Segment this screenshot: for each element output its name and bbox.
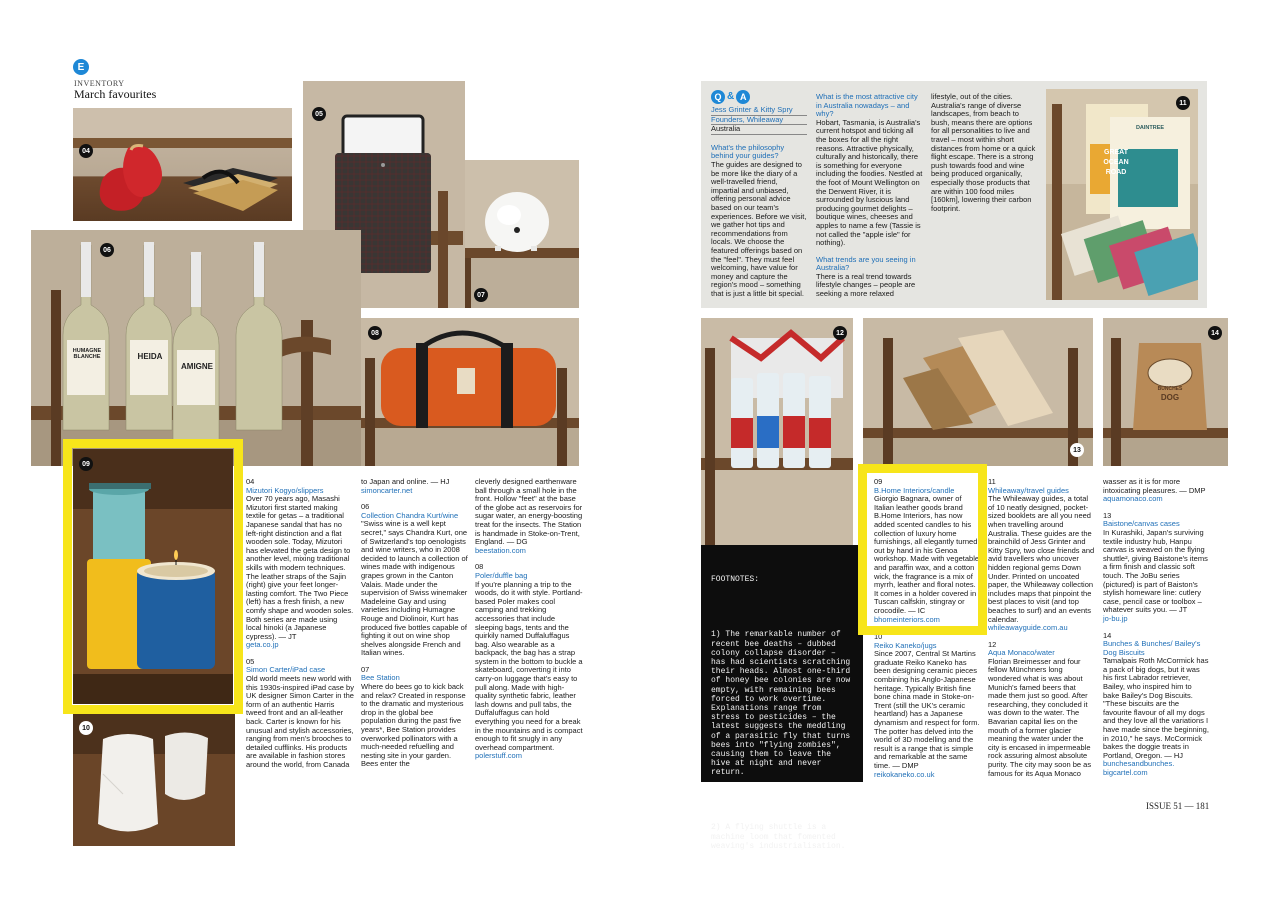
photo-number-06: 06 <box>100 243 114 257</box>
photo-canvas-cases <box>863 318 1093 466</box>
qa-badge-a: A <box>736 90 750 104</box>
item-body-05: Old world meets new world with this 1930s-inspired iPad case by UK designer Simon Carter in the form of an authentic Harris tweed front and an all-leather back. Carter is known for his unusual and stylish accessories, ranging from men's brooches to detailed cufflinks. His products are available in fashion stores around the world, from Canada <box>246 674 354 769</box>
item-number-08: 08 <box>475 562 484 572</box>
item-link-08[interactable]: polerstuff.com <box>475 751 522 761</box>
item-link-05[interactable]: simoncarter.net <box>361 485 413 495</box>
footnote-1: 1) The remarkable number of recent bee deaths – dubbed colony collapse disorder – has had scientists scratching their heads. Almost one-third of honey bee colonies are now empty, with remaining bees forced to work overtime. Explanations range from stress to pesticides – the latest suggests the meddling of a parasitic fly that turns bees into "flying zombies", causing them to leave the hive at night and never return. <box>711 630 856 778</box>
item-body-06: "Swiss wine is a well kept secret," says Chandra Kurt, one of Switzerland's top oenologists and wine writers, who in 2008 decided to launch a collection of wines made with indigenous grapes grown in the Canton Valais. Made under the supervision of Swiss winemaker Madeleine Gay and using varieties including Humagne Rouge and Diolinoir, Kurt has produced five bottles capable of fighting it out on wine shop shelves alongside French and Italian wines. <box>361 519 468 658</box>
qa-column-2 <box>816 93 924 299</box>
item-title-13: Baistone/canvas cases <box>1103 519 1180 529</box>
qa-column-1 <box>711 90 807 298</box>
item-link-13[interactable]: jo-bu.jp <box>1103 613 1128 623</box>
item-number-06: 06 <box>361 502 370 512</box>
bag-label-2: DOG <box>1160 393 1180 402</box>
photo-dog-biscuits <box>1103 318 1228 466</box>
photo-number-13: 13 <box>1070 443 1084 457</box>
item-body-10: Since 2007, Central St Martins graduate Reiko Kaneko has been designing ceramic pieces combining his Anglo-Japanese heritage. Typically British fine bone china made in Stoke-on-Trent (still the UK's ceramic heartland) has a Japanese dynamism and respect for form. The potter has delved into the world of 3D modelling and the result is a range that is simple and remarkable at the same time. — DMP <box>874 649 980 770</box>
section-badge: E <box>73 59 89 75</box>
photo-slippers <box>73 108 292 221</box>
item-body-14: Tamalpais Roth McCormick has a pack of big dogs, but it was his first Labrador retriever, Bailey, who inspired him to bake Bailey's Dog Biscuits. "These biscuits are the favourite flavour of all my dogs and they love all the variations I have made since the beginning, in 2010," he says. McCormick bakes the doggie treats in Portland, Oregon. — HJ <box>1103 656 1209 760</box>
qa-question-2: What is the most attractive city in Australia nowadays – and why? <box>816 92 918 119</box>
text-column-6 <box>1103 478 1209 778</box>
page-footer: ISSUE 51 — 181 <box>1146 801 1210 811</box>
item-body-13: In Kurashiki, Japan's surviving textile industry hub, Hanpu canvas is weaved on the flying shuttle², giving Baistone's items a firm finish and classic soft touch. The JoBu series (pictured) is part of Baiston's stylish homeware line: cutlery case, pencil case or toolbox – whatever suits you. — JT <box>1103 527 1208 615</box>
photo-duffle-bag <box>361 318 579 466</box>
photo-wine-bottles <box>31 230 361 466</box>
guide-cover-text-4: ROAD <box>1105 169 1127 176</box>
item-body-12: Florian Breimesser and four fellow Münchners long wondered what is was about Munich's famed beers that made them just so good. After researching, they concluded it was down to the water. The Bavarian capital lies on the mouth of a former glacier meaning the water under the city is encased in impermeable rock assuring almost absolute purity. The city may soon be as famous for its Aqua Monaco <box>988 656 1092 778</box>
item-body-04: Over 70 years ago, Masashi Mizutori first started making textile for getas – a traditional Japanese sandal that has no left-right distinction and a flat wooden sole. Today, Mizutori has elevated the geta design to another level, mixing traditional skills with modern techniques. The leather straps of the Sajin (right) give your feet longer-lasting comfort. The Two Piece (left) has a fresh finish, a new comfy shape and wooden soles. Both series are made using local hinoki (a Japanese cypress). — JT <box>246 494 354 641</box>
photo-jugs <box>73 714 235 846</box>
guide-cover-text-3: OCEAN <box>1103 159 1129 166</box>
item-link-14[interactable]: bunchesandbunches. bigcartel.com <box>1103 759 1175 777</box>
photo-number-11: 11 <box>1176 96 1190 110</box>
photo-number-08: 08 <box>368 326 382 340</box>
qa-country: Australia <box>711 124 807 135</box>
text-column-3 <box>475 478 583 761</box>
photo-travel-guides <box>1046 89 1198 300</box>
bottle-label-3: AMIGNE <box>181 362 213 371</box>
item-number-14: 14 <box>1103 630 1112 640</box>
photo-number-07: 07 <box>474 288 488 302</box>
qa-column-3 <box>931 93 1037 213</box>
item-body-08: If you're planning a trip to the woods, do it with style. Portland-based Poler makes cool camping and trekking accessories that include sleeping bags, tents and the quirkily named Duffaluffagus bag. Also wearable as a backpack, the bag has a strap system in the bottom to buckle a skateboard, converting it into carry-on luggage that's easy to pull along. Made with high-quality synthetic fabric, leather lash downs and pull tabs, the Duffaluffagus can hold everything you need for a break in the mountains and is compact enough to fit snugly in any overhead compartment. <box>475 579 583 752</box>
item-continuation-07: cleverly designed earthenware ball through a small hole in the front. Hollow "feet" at the base of the globe act as reservoirs for sugar water, an energy-boosting treat for the insects. The Station is handmade in Stoke-on-Trent, England. — DG <box>475 477 583 547</box>
qa-answer-3-continued: lifestyle, out of the cities. Australia's range of diverse landscapes, from beach to bush, means there are options for all personalities to live and travel – most within short distances from home or a quick flight escape. There is a strong push towards food and wine being produced organically, especially those products that are within 100 food miles [160km], lowering their carbon footprint. <box>931 92 1036 213</box>
bag-label-1: BUNCHES <box>1157 386 1183 392</box>
qa-names: Jess Grinter & Kitty Spry <box>711 105 793 114</box>
guide-cover-text-1: DAINTREE <box>1135 125 1165 131</box>
photo-number-10: 10 <box>79 721 93 735</box>
section-label: INVENTORY <box>74 79 125 88</box>
item-number-05: 05 <box>246 656 255 666</box>
footnote-2: 2) A flying shuttle is a machine loom that fomented weaving's industrialisation. <box>711 823 846 851</box>
item-title-05: Simon Carter/iPad case <box>246 665 326 675</box>
photo-number-05: 05 <box>312 107 326 121</box>
item-title-07: Bee Station <box>361 673 400 683</box>
qa-badge-q: Q <box>711 90 725 104</box>
item-link-11[interactable]: whileawayguide.com.au <box>988 623 1068 633</box>
bottle-label-2: HEIDA <box>137 352 163 361</box>
photo-number-09-left: 09 <box>79 457 93 471</box>
text-column-5 <box>988 478 1096 778</box>
item-continuation-05: to Japan and online. — HJ <box>361 477 450 486</box>
photo-bee-station <box>465 160 579 308</box>
item-title-12: Aqua Monaco/water <box>988 648 1055 658</box>
section-title: March favourites <box>74 87 157 101</box>
bottle-label-1: HUMAGNE BLANCHE <box>72 348 102 360</box>
text-column-1 <box>246 478 354 770</box>
photo-water-bottles <box>701 318 853 548</box>
item-number-11: 11 <box>988 477 996 486</box>
qa-answer-3: There is a real trend towards lifestyle changes – people are seeking a more relaxed <box>816 271 916 299</box>
item-link-04[interactable]: geta.co.jp <box>246 640 279 650</box>
item-body-07: Where do bees go to kick back and relax? Created in response to the dramatic and mysterious drop in the global bee population during the past five years*, Bee Station provides overworked pollinators with a much-needed refuelling and nesting site in your garden. Bees enter the <box>361 682 466 769</box>
qa-question-1: What's the philosophy behind your guides? <box>711 142 785 161</box>
highlight-box-candle-text <box>858 464 987 635</box>
item-number-13: 13 <box>1103 510 1112 520</box>
footnotes-title: FOOTNOTES: <box>711 575 760 585</box>
highlight-box-candle-photo <box>63 439 243 714</box>
guide-cover-text-2: GREAT <box>1104 149 1128 156</box>
item-number-04: 04 <box>246 477 255 486</box>
qa-badge-amp: & <box>727 90 735 102</box>
qa-badge <box>711 90 750 104</box>
item-title-06: Collection Chandra Kurt/wine <box>361 510 459 520</box>
text-column-2 <box>361 478 469 769</box>
item-title-10: Reiko Kaneko/jugs <box>874 640 937 650</box>
item-number-09: 09 <box>874 477 883 486</box>
item-number-12: 12 <box>988 639 997 649</box>
item-link-07[interactable]: beestation.com <box>475 545 526 555</box>
item-number-07: 07 <box>361 664 370 674</box>
item-number-10: 10 <box>874 632 883 642</box>
footnotes-box <box>701 545 863 851</box>
item-title-08: Poler/duffle bag <box>475 570 528 580</box>
item-body-11: The Whileaway guides, a total of 10 neatly designed, pocket-sized booklets are all you need when travelling around Australia. These guides are the brainchild of Jess Grinter and Kitty Spry, two close friends and avid travellers who uncover hidden regional gems Down Under. Printed on uncoated paper, the Whileaway collection includes maps that pinpoint the best places to visit (and top beaches to surf) and an events calendar. <box>988 494 1095 624</box>
item-title-09: B.Home Interiors/candle <box>874 485 955 495</box>
item-link-09[interactable]: bhomeinteriors.com <box>874 614 940 624</box>
item-continuation-12: wasser as it is for more intoxicating pleasures. — DMP <box>1103 477 1206 495</box>
qa-question-3: What trends are you seeing in Australia? <box>816 254 916 273</box>
photo-number-14: 14 <box>1208 326 1222 340</box>
item-link-10[interactable]: reikokaneko.co.uk <box>874 769 935 779</box>
item-link-12[interactable]: aquamonaco.com <box>1103 494 1163 504</box>
qa-role: Founders, Whileaway <box>711 115 807 125</box>
item-title-04: Mizutori Kogyo/slippers <box>246 485 324 495</box>
photo-number-12: 12 <box>833 326 847 340</box>
item-title-11: Whileaway/travel guides <box>988 485 1069 495</box>
item-title-14: Bunches & Bunches/ Bailey's Dog Biscuits <box>1103 639 1201 657</box>
photo-number-04: 04 <box>79 144 93 158</box>
qa-answer-1: The guides are designed to be more like the diary of a well-travelled friend, impartial and unbiased, offering personal advice based on our team's experiences. Before we visit, we gather hot tips and recommendations from locals. We choose the featured offerings based on the "feel". They must feel welcoming, have value for money and capture the region's mood – something that is just a little bit special. <box>711 159 807 298</box>
qa-answer-2: Hobart, Tasmania, is Australia's current hotspot and ticking all the boxes for all the right reasons. Attractive physically, culturally and historically, there is something for everyone including the foodies. Nestled at the foot of Mount Wellington on the Derwent River, it is surrounded by luscious land producing gourmet delights – boutique wines, cheeses and apples to name a few (Tassie is not called the "apple isle" for nothing). <box>816 117 923 248</box>
item-body-09: Giorgio Bagnara, owner of Italian leather goods brand B.Home Interiors, has now added scented candles to his collection of luxury home furnishings, all elegantly turned out by hand in his Genoa workshop. Made with vegetable and paraffin wax, and a cotton wick, the fragrance is a mix of myrrh, leather and floral notes. It comes in a holder covered in Tuscan calfskin, stingray or crocodile. — IC <box>874 494 980 615</box>
